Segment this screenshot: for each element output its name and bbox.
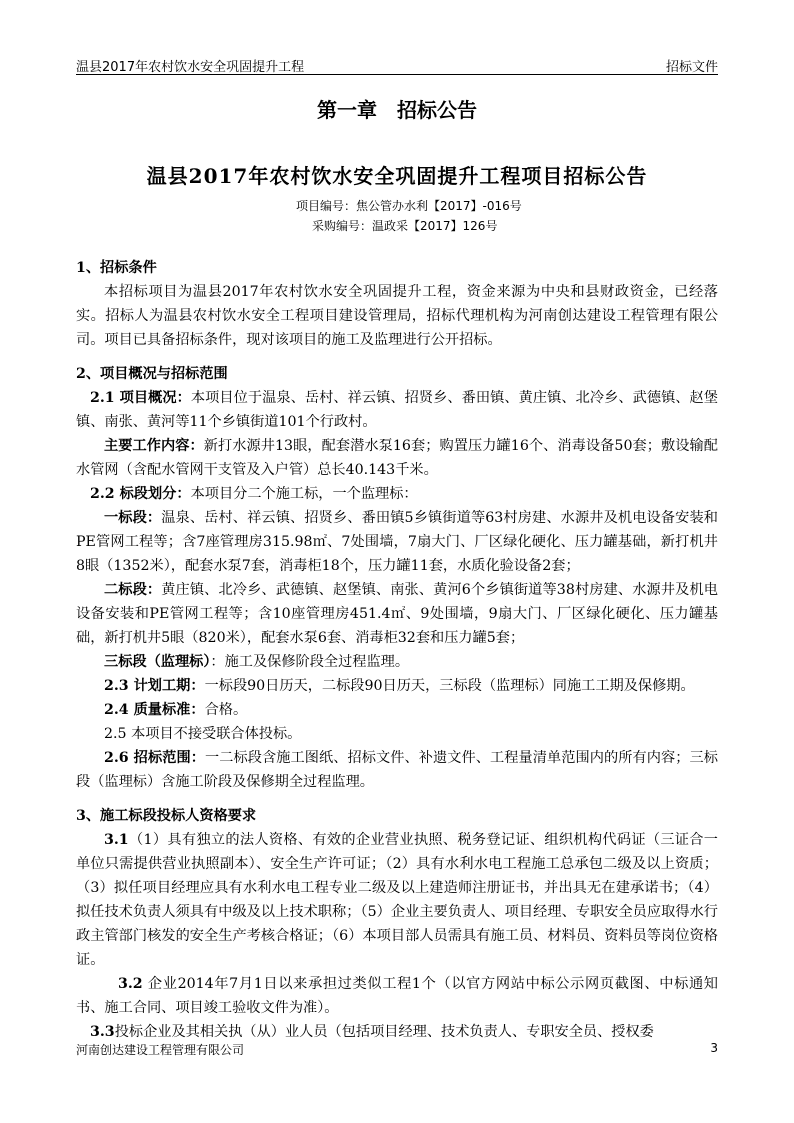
item-2-3-text: 一标段90日历天，二标段90日历天，三标段（监理标）同施工工期及保修期。 [204, 678, 695, 694]
item-2-2-text: 本项目分二个施工标，一个监理标： [190, 486, 418, 502]
document-codes [296, 196, 522, 236]
item-3-2-label: 3.2 [118, 976, 143, 992]
item-2-1 [76, 386, 718, 434]
lot-1-label: 一标段： [104, 510, 162, 526]
item-2-6-text: 一二标段含施工图纸、招标文件、补遗文件、工程量清单范围内的所有内容；三标段（监理标）含施工阶段及保修期全过程监理。 [76, 750, 718, 790]
item-3-1-text: （1）具有独立的法人资格、有效的企业营业执照、税务登记证、组织机构代码证（三证合一单位只需提供营业执照副本）、安全生产许可证；（2）具有水利水电工程施工总承包二级及以上资质；（3）拟任项目经理应具有水利水电工程专业二级及以上建造师注册证书，并出具无在建承诺书；（4）拟任技术负责人须具有中级及以上技术职称；（5）企业主要负责人、项目经理、专职安全员应取得水行政主管部门核发的安全生产考核合格证；（6）本项目部人员需具有施工员、材料员、资料员等岗位资格证。 [76, 832, 718, 968]
item-3-2-text: 企业2014年7月1日以来承担过类似工程1个（以官方网站中标公示网页截图、中标通知书、施工合同、项目竣工验收文件为准）。 [76, 976, 718, 1016]
item-3-2 [76, 972, 718, 1020]
main-work [76, 434, 718, 482]
lot-2-label: 二标段： [104, 582, 162, 598]
item-2-2-label: 2.2 标段划分： [90, 486, 191, 502]
item-3-3-text: 投标企业及其相关执（从）业人员（包括项目经理、技术负责人、专职安全员、授权委 [114, 1024, 654, 1040]
item-2-4-label: 2.4 质量标准： [104, 702, 205, 718]
page-number: 3 [710, 1041, 718, 1055]
page-footer [76, 1041, 718, 1058]
header-doc-type: 招标文件 [665, 60, 718, 75]
item-2-3 [76, 674, 718, 698]
document-body [76, 256, 718, 1044]
item-2-5: 2.5 本项目不接受联合体投标。 [104, 726, 302, 742]
project-code: 项目编号：焦公管办水利【2017】-016号 [296, 199, 522, 213]
item-3-1-label: 3.1 [104, 832, 129, 848]
item-2-3-label: 2.3 计划工期： [104, 678, 205, 694]
purchase-code: 采购编号：温政采【2017】126号 [312, 219, 498, 233]
section-1-text: 本招标项目为温县2017年农村饮水安全巩固提升工程，资金来源为中央和县财政资金，已经落实。招标人为温县农村饮水安全工程项目建设管理局，招标代理机构为河南创达建设工程管理有限公司。项目已具备招标条件，现对该项目的施工及监理进行公开招标。 [76, 284, 718, 348]
item-2-6-label: 2.6 招标范围： [104, 750, 205, 766]
footer-company: 河南创达建设工程管理有限公司 [76, 1043, 245, 1057]
item-2-4 [76, 698, 718, 722]
main-work-label: 主要工作内容： [104, 438, 204, 454]
lot-2-text: 黄庄镇、北冷乡、武德镇、赵堡镇、南张、黄河6个乡镇街道等38村房建、水源井及机电设备安装和PE管网工程等；含10座管理房451.4㎡、9处围墙，9扇大门、厂区绿化硬化、压力罐基础，新打机井5眼（820米），配套水泵6套、消毒柜32套和压力罐5套； [76, 582, 718, 646]
lot-3 [76, 650, 718, 674]
section-1-heading: 1、招标条件 [76, 260, 157, 276]
item-2-2 [76, 482, 718, 506]
announcement-title: 温县2017年农村饮水安全巩固提升工程项目招标公告 [146, 164, 648, 188]
item-2-4-text: 合格。 [204, 702, 248, 718]
lot-1-text: 温泉、岳村、祥云镇、招贤乡、番田镇5乡镇街道等63村房建、水源井及机电设备安装和PE管网工程等；含7座管理房315.98㎡、7处围墙，7扇大门、厂区绿化硬化、压力罐基础，新打机井8眼（1352米），配套水泵7套，消毒柜18个，压力罐11套，水质化验设备2套； [76, 510, 718, 574]
item-2-6 [76, 746, 718, 794]
chapter-title: 第一章 招标公告 [317, 98, 477, 122]
section-2-heading: 2、项目概况与招标范围 [76, 366, 228, 382]
item-2-1-label: 2.1 项目概况： [90, 390, 191, 406]
lot-1 [76, 506, 718, 578]
header-project-name: 温县2017年农村饮水安全巩固提升工程 [76, 60, 305, 75]
lot-3-label: 三标段（监理标） [104, 654, 211, 670]
item-2-1-text: 本项目位于温泉、岳村、祥云镇、招贤乡、番田镇、黄庄镇、北冷乡、武德镇、赵堡镇、南张、黄河等11个乡镇街道101个行政村。 [76, 390, 718, 430]
lot-3-text: ：施工及保修阶段全过程监理。 [210, 654, 410, 670]
section-3-heading: 3、施工标段投标人资格要求 [76, 808, 257, 824]
page-header [76, 54, 718, 75]
item-3-1 [76, 828, 718, 972]
item-3-3-label: 3.3 [90, 1024, 115, 1040]
lot-2 [76, 578, 718, 650]
main-work-text: 新打水源井13眼，配套潜水泵16套；购置压力罐16个、消毒设备50套；敷设输配水管网（含配水管网干支管及入户管）总长40.143千米。 [76, 438, 718, 478]
